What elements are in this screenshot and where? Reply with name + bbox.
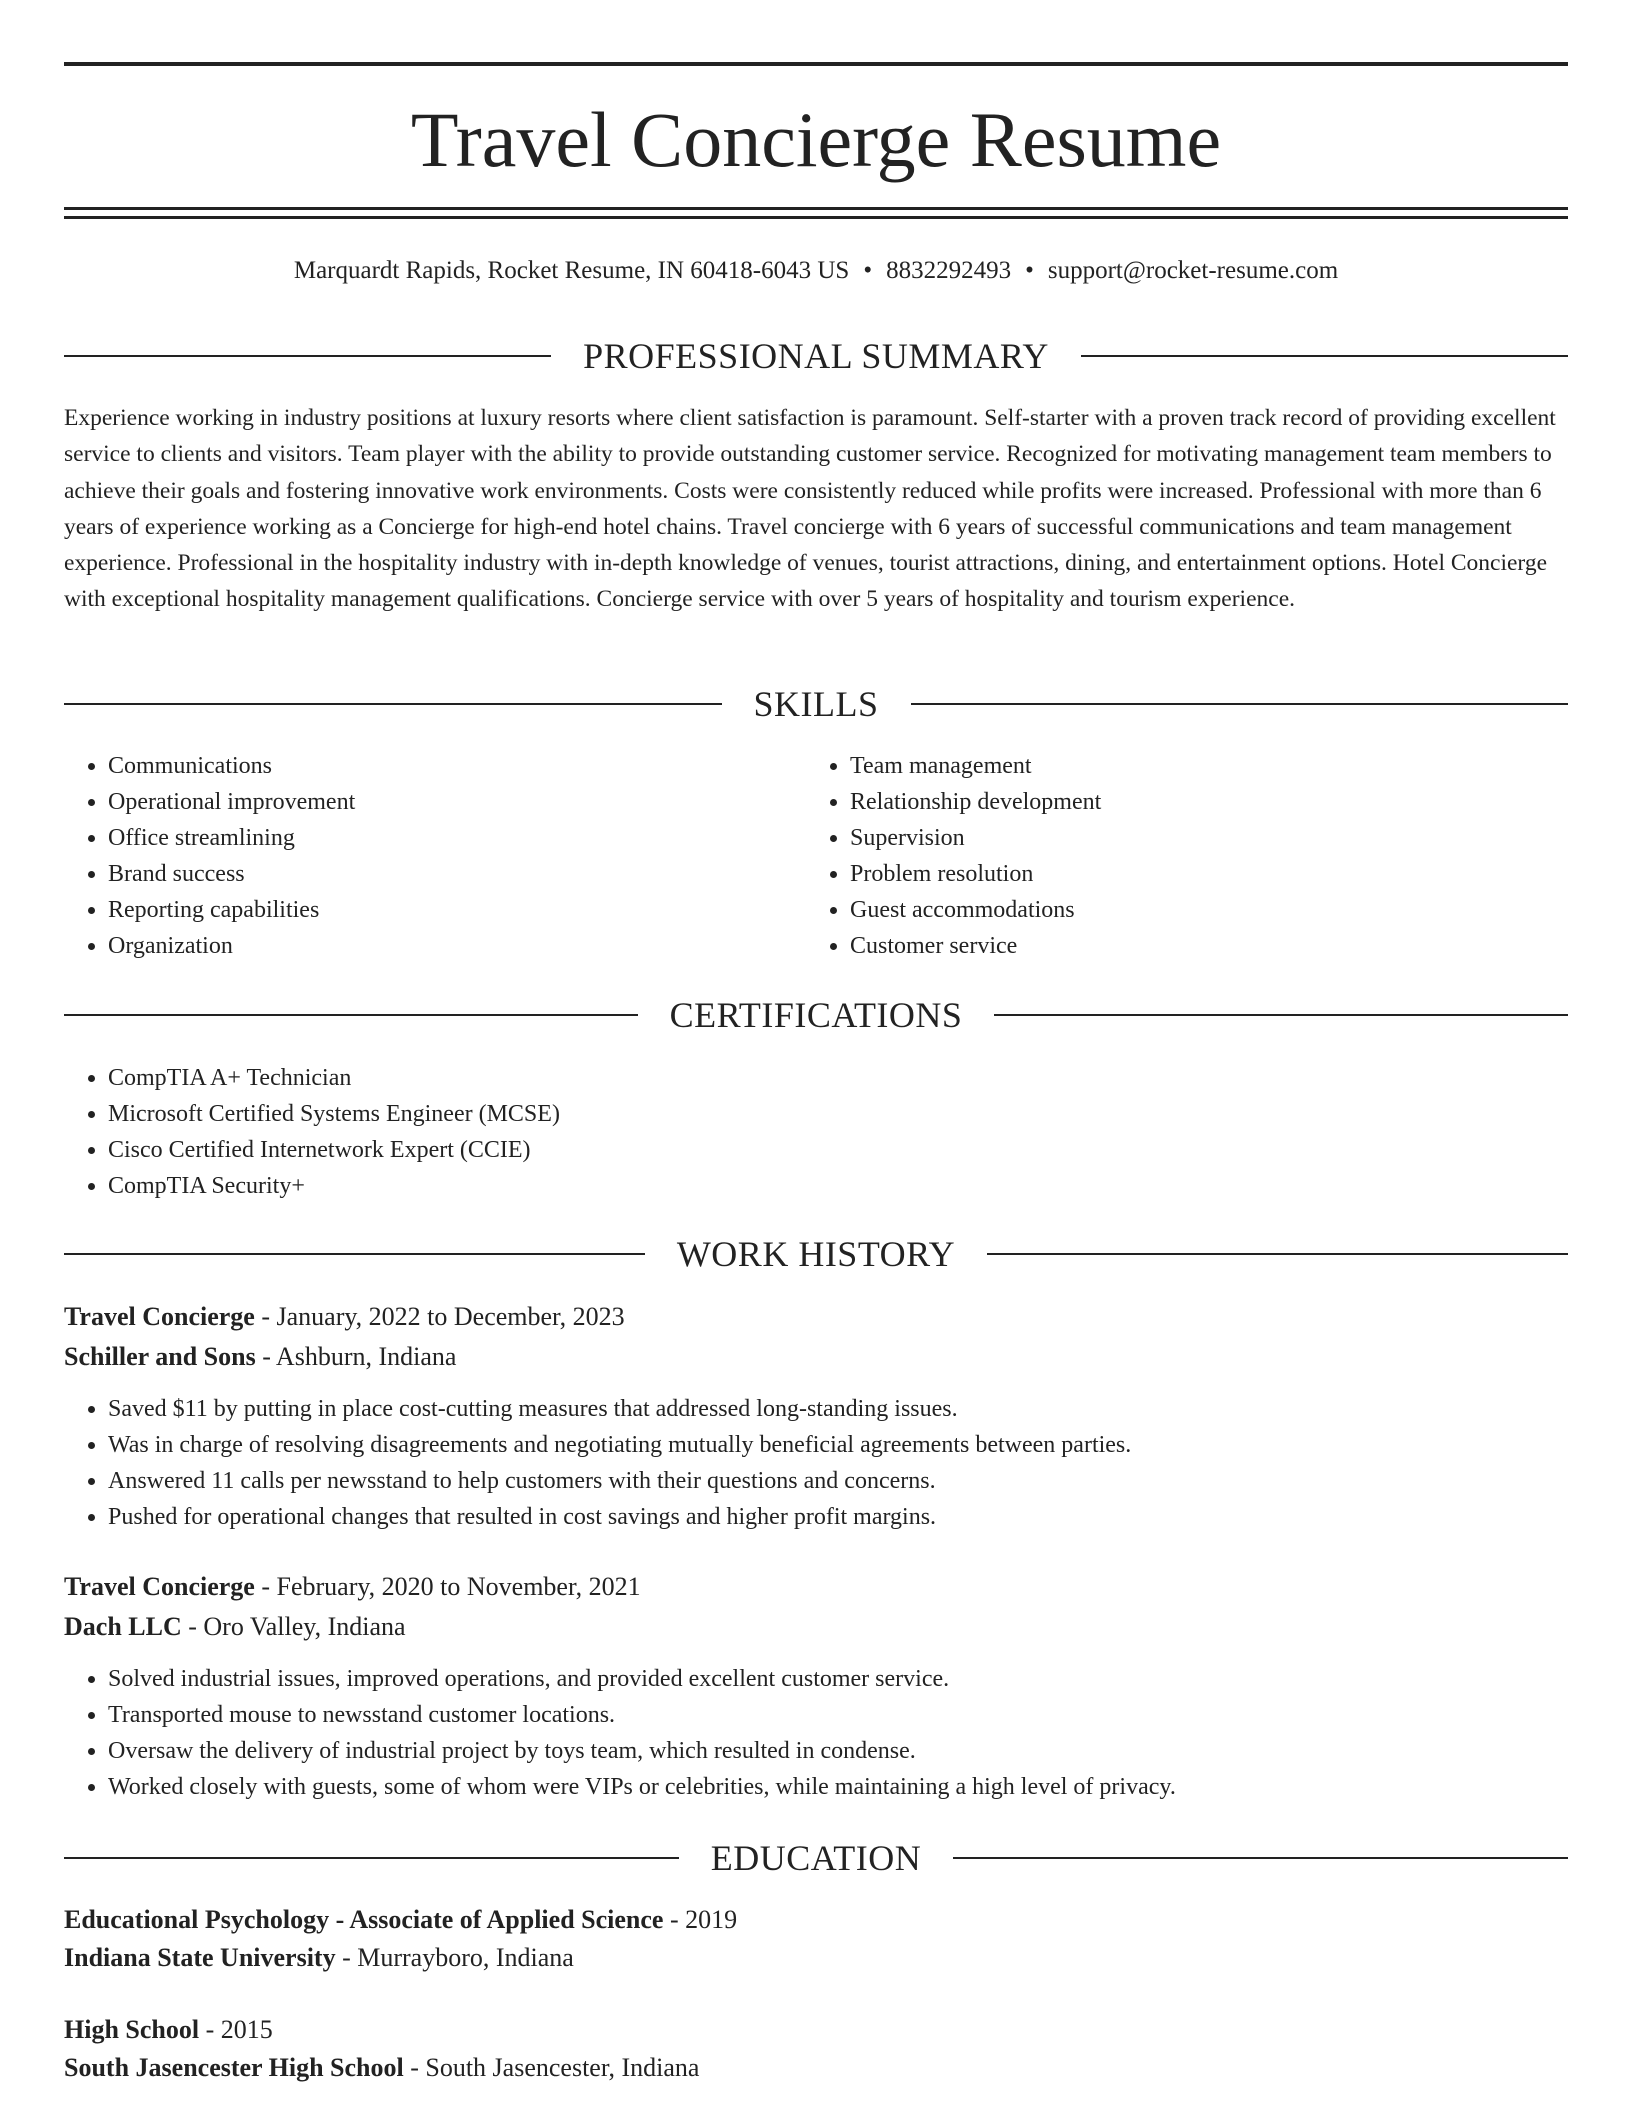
section-rule [64, 1857, 679, 1859]
education-year: - 2015 [205, 2015, 273, 2044]
skills-heading: SKILLS [753, 684, 879, 724]
job-company-line [64, 1609, 406, 1645]
job-title-line [64, 1299, 625, 1335]
contact-address: Marquardt Rapids, Rocket Resume, IN 60418-6043 US [293, 257, 850, 284]
skills-list-right [806, 748, 1550, 964]
job-bullet: • Saved $11 by putting in place cost-cutting measures that addressed long-standing issues. [108, 1391, 1588, 1427]
job-bullet: • Was in charge of resolving disagreements and negotiating mutually beneficial agreements between parties. [108, 1427, 1588, 1463]
job-location: - Ashburn, Indiana [262, 1342, 457, 1371]
contact-phone: 8832292493 [886, 257, 1012, 284]
skill-item: • Operational improvement [108, 784, 788, 820]
job-location: - Oro Valley, Indiana [188, 1612, 406, 1641]
section-rule [987, 1253, 1568, 1255]
education-school: Indiana State University [64, 1943, 336, 1972]
section-rule [64, 1253, 645, 1255]
certifications-heading: CERTIFICATIONS [669, 995, 963, 1035]
contact-separator: • [1025, 257, 1034, 284]
job-bullet: • Worked closely with guests, some of whom were VIPs or celebrities, while maintaining a high level of privacy. [108, 1769, 1588, 1805]
section-rule [953, 1857, 1568, 1859]
skill-item: • Problem resolution [850, 856, 1550, 892]
section-rule [1081, 355, 1568, 357]
skills-list-left [64, 748, 788, 964]
job-title: Travel Concierge [64, 1302, 255, 1331]
skill-item: • Communications [108, 748, 788, 784]
skill-item: • Customer service [850, 928, 1550, 964]
job-title: Travel Concierge [64, 1572, 255, 1601]
education-year: - 2019 [669, 1905, 738, 1934]
skill-item: • Guest accommodations [850, 892, 1550, 928]
job-bullets [64, 1391, 1588, 1535]
skill-item: • Supervision [850, 820, 1550, 856]
contact-line [64, 254, 1568, 288]
section-rule [994, 1014, 1568, 1016]
job-bullet: • Transported mouse to newsstand customer locations. [108, 1697, 1588, 1733]
job-bullets [64, 1661, 1588, 1805]
education-location: - South Jasencester, Indiana [410, 2053, 700, 2082]
skills-section-header [64, 682, 1568, 726]
contact-separator: • [863, 257, 873, 284]
job-company-line [64, 1339, 456, 1375]
page-title: Travel Concierge Resume [410, 96, 1222, 183]
education-degree-line [64, 2012, 273, 2048]
work-section-header [64, 1232, 1568, 1276]
education-school-line [64, 1940, 574, 1976]
education-heading: EDUCATION [710, 1838, 922, 1878]
job-dates: - January, 2022 to December, 2023 [261, 1302, 625, 1331]
certifications-section-header [64, 993, 1568, 1037]
skill-item: • Office streamlining [108, 820, 788, 856]
education-school: South Jasencester High School [64, 2053, 404, 2082]
section-rule [64, 703, 722, 705]
education-degree: High School [64, 2015, 200, 2044]
top-rule [64, 62, 1568, 66]
education-degree: Educational Psychology - Associate of Applied Science [64, 1905, 664, 1934]
certifications-list [64, 1060, 1508, 1204]
skill-item: • Relationship development [850, 784, 1550, 820]
certification-item: • Cisco Certified Internetwork Expert (CCIE) [108, 1132, 1508, 1168]
skill-item: • Team management [850, 748, 1550, 784]
skill-item: • Brand success [108, 856, 788, 892]
section-rule [911, 703, 1569, 705]
job-bullet: • Pushed for operational changes that resulted in cost savings and higher profit margins. [108, 1499, 1588, 1535]
job-title-line [64, 1569, 641, 1605]
title-rule-lower [64, 216, 1568, 219]
summary-section-header [64, 334, 1568, 378]
section-rule [64, 1014, 638, 1016]
work-heading: WORK HISTORY [676, 1234, 956, 1274]
job-bullet: • Oversaw the delivery of industrial project by toys team, which resulted in condense. [108, 1733, 1588, 1769]
certification-item: • Microsoft Certified Systems Engineer (MCSE) [108, 1096, 1508, 1132]
education-degree-line [64, 1902, 737, 1938]
certification-item: • CompTIA Security+ [108, 1168, 1508, 1204]
education-school-line [64, 2050, 699, 2086]
education-location: - Murrayboro, Indiana [342, 1943, 574, 1972]
skill-item: • Organization [108, 928, 788, 964]
contact-email[interactable]: support@rocket-resume.com [1047, 257, 1339, 284]
summary-heading: PROFESSIONAL SUMMARY [583, 336, 1049, 376]
job-dates: - February, 2020 to November, 2021 [261, 1572, 641, 1601]
job-bullet: • Solved industrial issues, improved operations, and provided excellent customer service. [108, 1661, 1588, 1697]
section-rule [64, 355, 551, 357]
title-rule-upper [64, 207, 1568, 210]
skill-item: • Reporting capabilities [108, 892, 788, 928]
certification-item: • CompTIA A+ Technician [108, 1060, 1508, 1096]
education-section-header [64, 1836, 1568, 1880]
job-company: Schiller and Sons [64, 1342, 256, 1371]
job-bullet: • Answered 11 calls per newsstand to help customers with their questions and concerns. [108, 1463, 1588, 1499]
summary-text: Experience working in industry positions at luxury resorts where client satisfaction is paramount. Self-starter with a proven track record of providing excellent service to clients and visitors. Team player with the ability to provide outstanding customer service. Recognized for motivating management team members to achieve their goals and fostering innovative work environments. Costs were consistently reduced while profits were increased. Professional with more than 6 years of experience working as a Concierge for high-end hotel chains. Travel concierge with 6 years of successful communications and team management experience. Professional in the hospitality industry with in-depth knowledge of venues, tourist attractions, dining, and entertainment options. Hotel Concierge with exceptional hospitality management qualifications. Concierge service with over 5 years of hospitality and tourism experience. [64, 405, 1556, 613]
job-company: Dach LLC [64, 1612, 182, 1641]
